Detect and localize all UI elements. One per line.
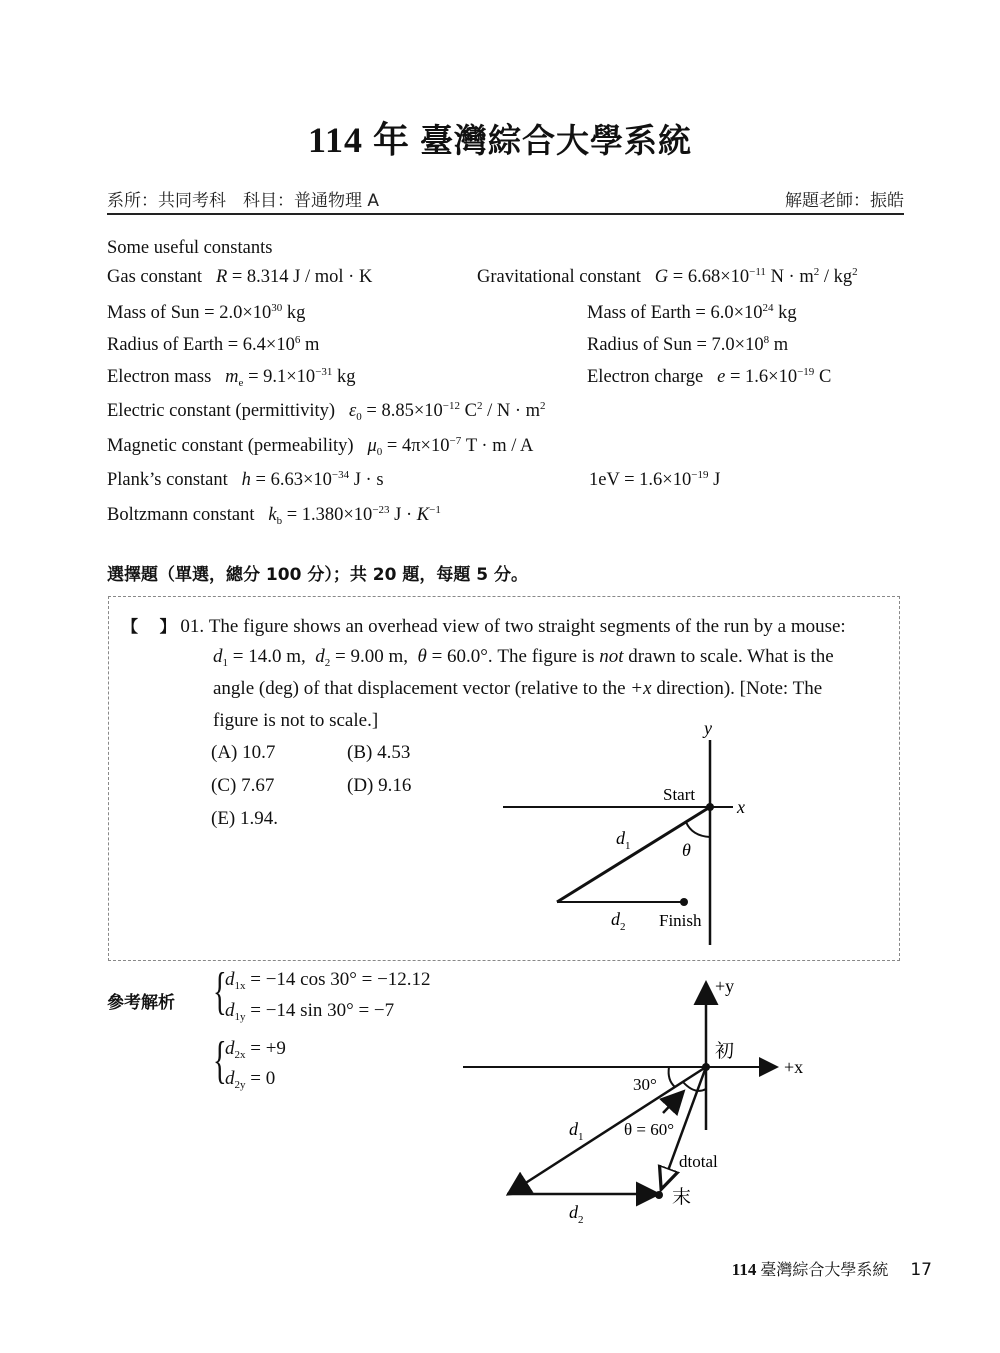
constant-electron-charge: Electron charge $e = 1.6\times 10^{-19}$ C bbox=[587, 366, 832, 387]
page-title bbox=[0, 112, 1000, 163]
question-number: 01. bbox=[180, 616, 205, 637]
constant-sun-mass: Mass of Sun = $2.0\times 10^{30}$ kg bbox=[107, 302, 306, 323]
theta-pointer-arrow bbox=[663, 1093, 682, 1113]
exam-title: 臺灣綜合大學系統 bbox=[420, 121, 692, 160]
page-footer bbox=[732, 1257, 932, 1280]
angle-30-arc bbox=[669, 1067, 675, 1087]
page-number: 17 bbox=[910, 1260, 932, 1280]
x-axis-label: x bbox=[737, 797, 745, 817]
d1-label: $d_1$ bbox=[616, 828, 631, 852]
solution-eq-d2y: $d_{2y} = 0$ bbox=[225, 1068, 276, 1091]
end-label: 末 bbox=[672, 1187, 692, 1208]
end-point bbox=[655, 1191, 663, 1199]
constant-gas: Gas constant R = 8.314 J / mol · K bbox=[107, 267, 373, 287]
exam-year: 114 年 bbox=[307, 120, 410, 160]
header-rule bbox=[107, 213, 904, 215]
constant-earth-mass: Mass of Earth = $6.0\times 10^{24}$ kg bbox=[587, 302, 797, 323]
footer-year: 114 bbox=[731, 1260, 757, 1279]
theta-label: θ bbox=[682, 840, 691, 860]
question-figure bbox=[490, 710, 770, 950]
question-line-2: $d_1 = 14.0$ m, $d_2 = 9.00$ m, θ = 60.0°. The figure is not drawn to scale. What is the bbox=[213, 646, 834, 669]
option-b[interactable]: (B) 4.53 bbox=[347, 742, 411, 763]
constant-electron-volt: $1eV = 1.6\times 10^{-19}$ J bbox=[589, 469, 721, 490]
solution-eq-d2x: $d_{2x} = +9$ bbox=[225, 1038, 286, 1061]
d2-label: $d_2$ bbox=[611, 909, 626, 933]
option-d[interactable]: (D) 9.16 bbox=[347, 775, 412, 796]
question-line-1 bbox=[122, 614, 846, 638]
d1-vector bbox=[510, 1067, 706, 1193]
solution-label: 參考解析 bbox=[107, 993, 175, 1013]
start-label: Start bbox=[663, 785, 696, 804]
question-text-1: The figure shows an overhead view of two straight segments of the run by a mouse: bbox=[208, 616, 846, 637]
finish-point bbox=[680, 898, 688, 906]
theta-60-label: θ = 60° bbox=[624, 1120, 675, 1139]
constant-earth-radius: Radius of Earth = $6.4\times 10^6$ m bbox=[107, 334, 320, 355]
option-a[interactable]: (A) 10.7 bbox=[211, 742, 276, 763]
constant-electron-mass: Electron mass $m_e = 9.1\times 10^{-31}$ kg bbox=[107, 366, 356, 389]
theta-arc bbox=[686, 822, 710, 837]
constant-planck: Plank’s constant $h = 6.63\times 10^{-34}$ J · s bbox=[107, 469, 384, 490]
answer-bracket[interactable]: 【 】 bbox=[122, 617, 176, 636]
brace-2: { bbox=[213, 1032, 227, 1089]
plus-x-label: +x bbox=[784, 1057, 804, 1077]
y-axis-label: y bbox=[704, 718, 712, 738]
start-label: 初 bbox=[715, 1041, 735, 1062]
department-subject: 系所：共同考科 科目：普通物理 A bbox=[107, 191, 380, 211]
solution-figure bbox=[460, 965, 820, 1230]
constant-gravitational: Gravitational constant $G = 6.68\times 10^{-11}$ $N \cdot m^2 / kg^2$ bbox=[477, 266, 858, 287]
footer-title: 臺灣綜合大學系統 bbox=[760, 1260, 889, 1279]
teacher-name: 解題老師：振皓 bbox=[785, 191, 904, 211]
section-heading: 選擇題（單選，總分 100 分）；共 20 題，每題 5 分。 bbox=[107, 565, 528, 585]
angle-30-label: 30° bbox=[633, 1075, 657, 1094]
d2-label: $d_2$ bbox=[569, 1202, 584, 1226]
solution-eq-d1y: $d_{1y} = -14$ sin 30° = −7 bbox=[225, 1000, 395, 1023]
origin-point bbox=[702, 1063, 710, 1071]
option-c[interactable]: (C) 7.67 bbox=[211, 775, 275, 796]
solution-eq-d1x: $d_{1x} = -14$ cos 30° = −12.12 bbox=[225, 969, 431, 992]
option-e[interactable]: (E) 1.94. bbox=[211, 808, 279, 829]
finish-label: Finish bbox=[659, 911, 702, 930]
question-line-4: figure is not to scale.] bbox=[213, 710, 379, 731]
d1-label: $d_1$ bbox=[569, 1119, 584, 1143]
theta-arc bbox=[683, 1082, 706, 1091]
brace-1: { bbox=[213, 963, 227, 1020]
constant-permittivity: Electric constant (permittivity) $\varepsilon_0 = 8.85\times 10^{-12}$ $C^2 / N \cdot m^2$ bbox=[107, 400, 546, 423]
constant-boltzmann: Boltzmann constant $k_b = 1.380\times 10^{-23}$ $J \cdot K^{-1}$ bbox=[107, 504, 441, 527]
dtotal-label: dtotal bbox=[679, 1152, 718, 1171]
start-point bbox=[706, 803, 714, 811]
constants-heading: Some useful constants bbox=[107, 238, 273, 258]
question-line-3: angle (deg) of that displacement vector (relative to the +x direction). [Note: The bbox=[213, 678, 823, 699]
constant-permeability: Magnetic constant (permeability) $\mu_0 = 4\pi\times 10^{-7}$ T · m / A bbox=[107, 435, 534, 458]
plus-y-label: +y bbox=[715, 976, 735, 996]
constant-sun-radius: Radius of Sun = $7.0\times 10^8$ m bbox=[587, 334, 789, 355]
